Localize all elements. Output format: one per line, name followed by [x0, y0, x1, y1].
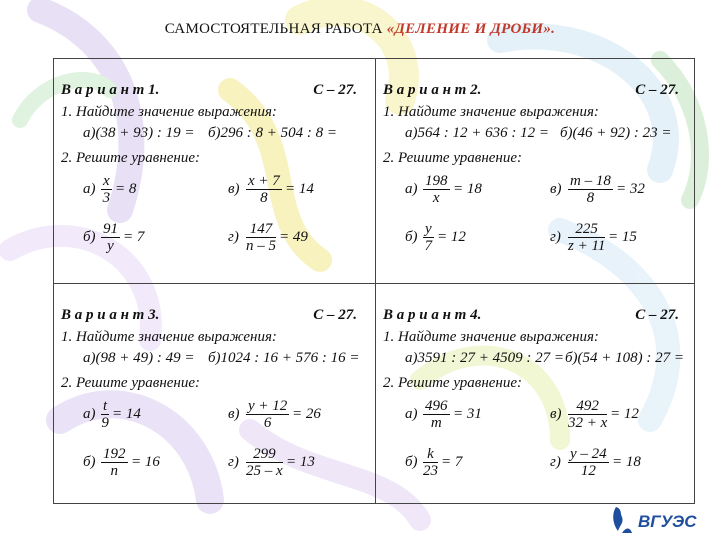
fraction-numerator: y — [425, 221, 432, 237]
fraction-numerator: 91 — [103, 221, 118, 237]
equation-label: а) — [83, 181, 96, 197]
task2-text: 2. Решите уравнение: — [383, 150, 523, 166]
fraction-denominator: y — [107, 238, 114, 254]
task1-text: 1. Найдите значение выражения: — [383, 329, 599, 345]
equation-rhs: = 15 — [608, 229, 637, 245]
page-title — [0, 21, 720, 38]
equation-rhs: = 31 — [453, 406, 482, 422]
fraction-numerator: k — [423, 446, 438, 463]
equation-label: б) — [405, 229, 418, 245]
equation-label: г) — [550, 454, 561, 470]
variant-header — [61, 82, 357, 99]
task2-text: 2. Решите уравнение: — [61, 375, 201, 391]
variant-code: С – 27. — [635, 82, 679, 98]
variant-header — [383, 307, 679, 324]
equation-fraction — [246, 173, 282, 206]
equation-fraction — [568, 173, 613, 206]
equation-label: а) — [405, 181, 418, 197]
equation-rhs: = 12 — [610, 406, 639, 422]
fraction-numerator: 198 — [425, 173, 448, 189]
fraction-denominator: x — [432, 190, 440, 206]
fraction-numerator: 299 — [246, 446, 283, 463]
fraction-numerator: x — [103, 173, 110, 189]
variant-cell-3 — [53, 283, 375, 508]
fraction-numerator: y + 12 — [248, 398, 288, 414]
equation-label: в) — [228, 181, 240, 197]
equation-rhs: = 18 — [453, 181, 482, 197]
fraction-denominator: 25 – x — [246, 463, 283, 479]
equation-label: в) — [550, 406, 562, 422]
equation-label: б) — [83, 454, 96, 470]
variant-cell-2 — [375, 58, 697, 283]
equation-label: б) — [83, 229, 96, 245]
equation-fraction — [423, 173, 450, 206]
fraction-numerator: 492 — [568, 398, 607, 415]
title-topic: «ДЕЛЕНИЕ И ДРОБИ». — [386, 21, 556, 37]
equation-rhs: = 18 — [612, 454, 641, 470]
equation-rhs: = 16 — [131, 454, 160, 470]
variant-cell-4 — [375, 283, 697, 508]
fraction-numerator: 192 — [103, 446, 126, 462]
equation-fraction — [423, 221, 434, 254]
equation-rhs: = 14 — [285, 181, 314, 197]
expression-a: а)(98 + 49) : 49 = — [83, 350, 195, 366]
title-main: САМОСТОЯТЕЛЬНАЯ РАБОТА — [164, 21, 383, 37]
equation-label: г) — [228, 229, 239, 245]
variant-name: В а р и а н т 3. — [61, 307, 160, 323]
fraction-numerator: 225 — [568, 221, 605, 238]
fraction-denominator: 23 — [423, 463, 438, 479]
equation-rhs: = 13 — [286, 454, 315, 470]
expression-b: б)(54 + 108) : 27 = — [565, 350, 685, 366]
variant-cell-1 — [53, 58, 375, 283]
variant-name: В а р и а н т 1. — [61, 82, 160, 98]
equation-fraction — [568, 446, 609, 479]
fraction-numerator: 496 — [425, 398, 448, 414]
equation-rhs: = 26 — [292, 406, 321, 422]
variant-name: В а р и а н т 4. — [383, 307, 482, 323]
fraction-numerator: t — [103, 398, 108, 414]
fraction-numerator: x + 7 — [248, 173, 280, 189]
task1-text: 1. Найдите значение выражения: — [383, 104, 599, 120]
equation-fraction — [101, 173, 112, 206]
equation-fraction — [423, 446, 438, 479]
equation-fraction — [423, 398, 450, 431]
equation-label: в) — [228, 406, 240, 422]
expression-b: б)1024 : 16 + 576 : 16 = — [208, 350, 360, 366]
equation-rhs: = 7 — [123, 229, 145, 245]
variant-code: С – 27. — [313, 82, 357, 98]
fraction-denominator: 32 + x — [568, 415, 608, 431]
variant-name: В а р и а н т 2. — [383, 82, 482, 98]
fraction-numerator: y – 24 — [570, 446, 607, 462]
variant-code: С – 27. — [313, 307, 357, 323]
equation-fraction — [101, 398, 109, 431]
logo-text: ВГУЭС — [638, 512, 697, 531]
equation-fraction — [568, 398, 607, 431]
equation-label: в) — [550, 181, 562, 197]
fraction-denominator: 7 — [424, 238, 433, 254]
fraction-numerator: m – 18 — [570, 173, 611, 189]
expression-a: а)564 : 12 + 636 : 12 = — [405, 125, 549, 141]
equation-rhs: = 32 — [616, 181, 645, 197]
equation-label: а) — [405, 406, 418, 422]
equation-label: г) — [228, 454, 239, 470]
equation-label: г) — [550, 229, 561, 245]
fraction-denominator: 8 — [260, 190, 268, 206]
equation-fraction — [246, 221, 276, 254]
equation-fraction — [246, 398, 289, 431]
fraction-denominator: 6 — [263, 415, 272, 431]
task2-text: 2. Решите уравнение: — [61, 150, 201, 166]
equation-fraction — [101, 446, 128, 479]
variant-code: С – 27. — [635, 307, 679, 323]
equation-label: а) — [83, 406, 96, 422]
fraction-numerator: 147 — [246, 221, 276, 238]
variant-header — [61, 307, 357, 324]
fraction-denominator: z + 11 — [568, 238, 606, 254]
equation-rhs: = 14 — [112, 406, 141, 422]
expression-a: а)(38 + 93) : 19 = — [83, 125, 195, 141]
expression-b: б)(46 + 92) : 23 = — [560, 125, 672, 141]
variant-header — [383, 82, 679, 99]
task1-text: 1. Найдите значение выражения: — [61, 104, 277, 120]
expression-b: б)296 : 8 + 504 : 8 = — [208, 125, 338, 141]
equation-rhs: = 49 — [279, 229, 308, 245]
equation-rhs: = 8 — [115, 181, 137, 197]
fraction-denominator: 8 — [586, 190, 595, 206]
task1-text: 1. Найдите значение выражения: — [61, 329, 277, 345]
task2-text: 2. Решите уравнение: — [383, 375, 523, 391]
equation-fraction — [246, 446, 283, 479]
fraction-denominator: 12 — [580, 463, 596, 479]
fraction-denominator: 3 — [102, 190, 111, 206]
fraction-denominator: m — [430, 415, 442, 431]
fraction-denominator: n – 5 — [246, 238, 276, 254]
expression-a: а)3591 : 27 + 4509 : 27 = — [405, 350, 564, 366]
equation-rhs: = 12 — [437, 229, 466, 245]
equation-fraction — [568, 221, 605, 254]
fraction-denominator: n — [110, 463, 118, 479]
equation-label: б) — [405, 454, 418, 470]
equation-rhs: = 7 — [441, 454, 463, 470]
university-logo — [610, 503, 710, 536]
fraction-denominator: 9 — [101, 415, 109, 431]
equation-fraction — [101, 221, 120, 254]
